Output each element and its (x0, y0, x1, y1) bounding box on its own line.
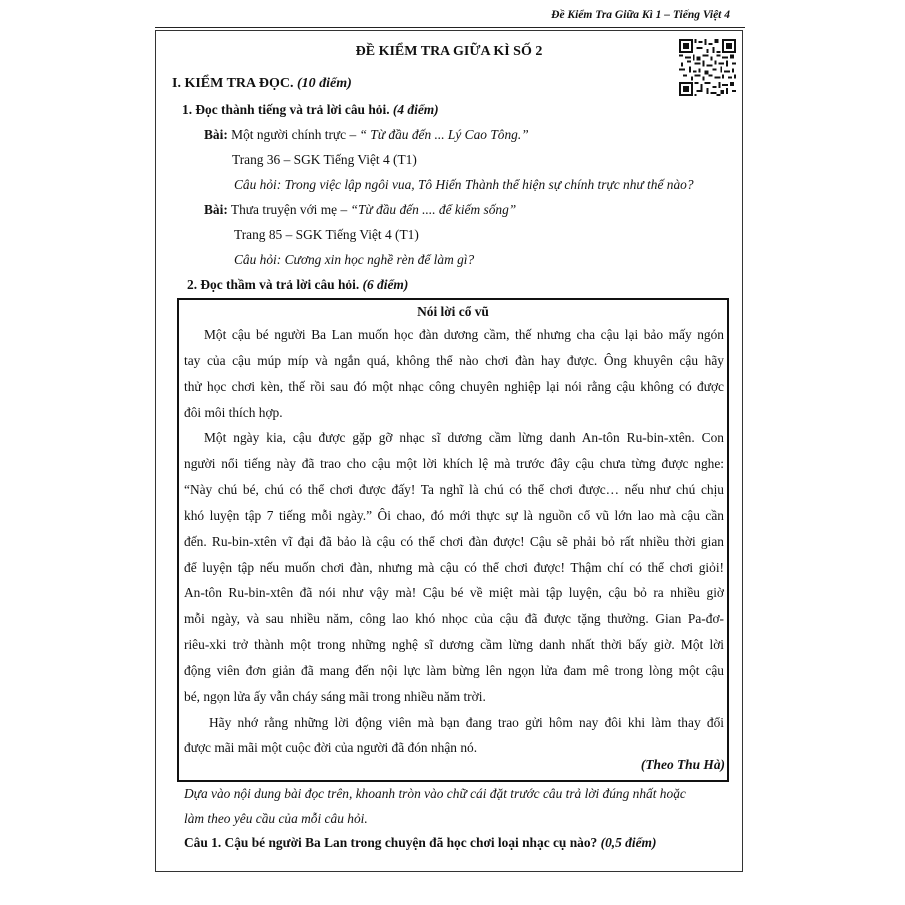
instruction-line-2: làm theo yêu cầu của mỗi câu hỏi. (184, 811, 368, 826)
part2-heading (187, 277, 408, 293)
story-line: để luyện tập nếu muốn chơi đàn, nhưng mà cậu có thể chơi được! Thậm chí có thể chơi giỏi! (184, 560, 724, 575)
part1-heading-text: 1. Đọc thành tiếng và trả lời câu hỏi. (182, 102, 390, 117)
header-note: Đề Kiểm Tra Giữa Kì 1 – Tiếng Việt 4 (551, 9, 730, 21)
reading-2 (204, 202, 516, 218)
reading-1-page: Trang 36 – SGK Tiếng Việt 4 (T1) (232, 152, 417, 167)
part2-heading-text: 2. Đọc thầm và trả lời câu hỏi. (187, 277, 360, 292)
story-line: được mãi mãi một cuộc đời của người đã đón nhận nó. (184, 740, 478, 755)
story-line: An-tôn Ru-bin-xtên đã nói như vậy mà! Cậu bé về miệt mài tập luyện, cậu bỏ ra nhiều giờ (184, 585, 724, 600)
page-title: ĐỀ KIỂM TRA GIỮA KÌ SỐ 2 (355, 44, 543, 59)
reading-2-text: Thưa truyện với mẹ – (230, 202, 351, 217)
story-line: thử học chơi kèn, thế rồi sau đó một nhạc công chuyên nghiệp lại nói rằng cậu không có được (184, 379, 724, 394)
reading-1-question: Câu hỏi: Trong việc lập ngôi vua, Tô Hiến Thành thể hiện sự chính trực như thế nào? (234, 177, 694, 192)
part1-points: (4 điểm) (392, 102, 439, 117)
story-line: bé, ngọn lửa ấy vẫn cháy sáng mãi trong nhiều năm trời. (184, 689, 486, 704)
reading-1-text: Một người chính trực – (231, 127, 360, 142)
reading-2-excerpt: “Từ đầu đến .... để kiếm sống” (350, 202, 517, 217)
story-line: đến. Ru-bin-xtên vĩ đại đã bảo là cậu có thể chơi đàn được! Cậu sẽ phải bỏ rất nhiều thời gian (184, 534, 724, 549)
story-line: đôi môi thích hợp. (184, 405, 283, 420)
story-line: động viên đơn giản đã mang đến nội lực làm bừng lên ngọn lửa đam mê trong lòng một cậu (184, 663, 724, 678)
story-source: (Theo Thu Hà) (640, 757, 725, 772)
story-line: khó luyện tập 7 tiếng mỗi ngày.” Ôi chao, đó mới thực sự là nguồn cổ vũ lớn lao mà cậu cần (184, 508, 724, 523)
story-line: Hãy nhớ rằng những lời động viên mà bạn đang trao gửi hôm nay đôi khi làm thay đổi (209, 715, 724, 730)
story-line: Một cậu bé người Ba Lan muốn học đàn dương cầm, thế nhưng cha cậu lại bảo mấy ngón (204, 327, 724, 342)
reading-1-label: Bài: (204, 127, 228, 142)
section-heading-text: I. KIỂM TRA ĐỌC. (172, 76, 294, 91)
story-title: Nói lời cổ vũ (417, 304, 489, 319)
reading-1-excerpt: “ Từ đầu đến ... Lý Cao Tông.” (359, 127, 529, 142)
story-line: tay của cậu múp míp và ngắn quá, không thể nào chơi đàn hay được. Ông khuyên cậu hãy (184, 353, 724, 368)
reading-1 (204, 127, 529, 143)
section-heading (172, 76, 352, 92)
part2-points: (6 điểm) (362, 277, 409, 292)
story-line: riêu-xki trở thành một trong những nghệ sĩ dương cầm lừng danh nhất thời bấy giờ. Một lời (184, 637, 724, 652)
story-line: người nổi tiếng này đã trao cho cậu một lời khích lệ mà trước đây cậu chưa từng được nghe: (184, 456, 724, 471)
header-rule (155, 27, 745, 28)
story-line: Một ngày kia, cậu được gặp gỡ nhạc sĩ dương cầm lừng danh An-tôn Ru-bin-xtên. Con (204, 430, 724, 445)
part1-heading (182, 102, 439, 118)
reading-2-label: Bài: (204, 202, 228, 217)
question-1 (184, 835, 656, 851)
reading-2-question: Câu hỏi: Cương xin học nghề rèn để làm gì? (234, 252, 475, 267)
question-1-text: Câu 1. Cậu bé người Ba Lan trong chuyện đã học chơi loại nhạc cụ nào? (184, 835, 598, 850)
instruction-line-1: Dựa vào nội dung bài đọc trên, khoanh tròn vào chữ cái đặt trước câu trả lời đúng nhất hoặc (184, 786, 686, 801)
story-line: “Này chú bé, chú có thể chơi được đấy! Ta nghĩ là chú có thể chơi được… nếu như chú chịu (184, 482, 724, 497)
reading-2-page: Trang 85 – SGK Tiếng Việt 4 (T1) (234, 227, 419, 242)
section-points: (10 điểm) (296, 76, 352, 91)
question-1-points: (0,5 điểm) (600, 835, 657, 850)
story-line: mỗi ngày, và sau nhiều năm, công lao khó nhọc của cậu đã được tặng thưởng. Gian Pa-đơ- (184, 611, 724, 626)
